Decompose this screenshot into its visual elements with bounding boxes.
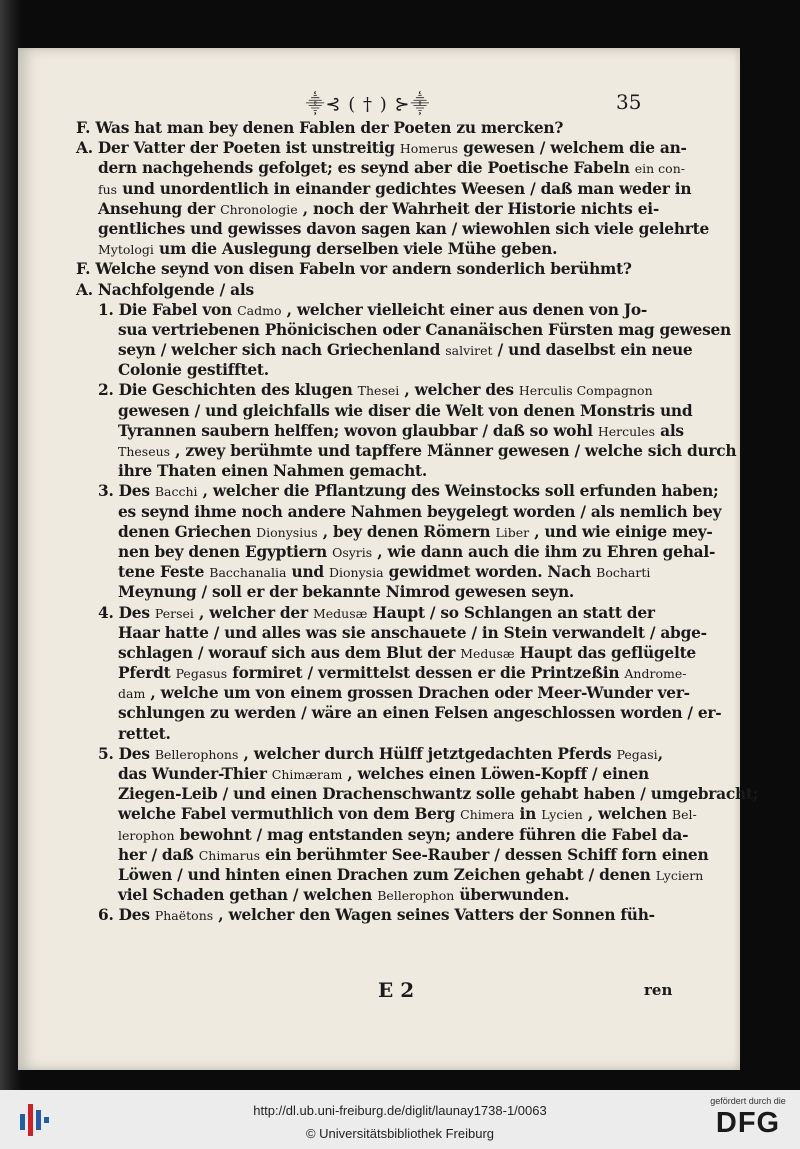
antiqua-word: Lycien [541, 807, 583, 823]
fraktur-text: 6. Des [98, 906, 155, 925]
fraktur-text: Haar hatte / und alles was sie anschauete / in Stein verwandelt / abge- [118, 623, 707, 642]
fraktur-text: in [514, 805, 542, 824]
fraktur-text: , welchen [582, 805, 672, 824]
antiqua-word: Dionysius [256, 524, 318, 540]
text-line [76, 683, 690, 703]
text-line [76, 441, 737, 461]
fraktur-text: schlungen zu werden / wäre an einen Felsen angeschlossen worden / er- [118, 704, 722, 723]
fraktur-text: , welcher des [399, 381, 519, 400]
antiqua-word: Medusæ [312, 605, 368, 621]
antiqua-word: Bacchanalia [209, 565, 287, 581]
fraktur-text: , welcher den Wagen seines Vatters der Sonnen füh- [213, 906, 655, 925]
fraktur-text: sua vertriebenen Phönicischen oder Cananäischen Fürsten mag gewesen [118, 320, 731, 339]
antiqua-word: Chimera [460, 807, 515, 823]
text-line [76, 360, 662, 380]
text-line [76, 481, 719, 501]
antiqua-word: Chimarus [198, 847, 261, 863]
text-line [76, 845, 709, 865]
fraktur-text: gewesen / welchem die an- [458, 139, 687, 158]
page-number: 35 [616, 90, 642, 114]
text-line [76, 562, 662, 582]
antiqua-word: Phaëtons [154, 908, 214, 924]
fraktur-text: und [286, 563, 329, 582]
copyright-notice: © Universitätsbibliothek Freiburg [305, 1126, 495, 1141]
antiqua-word: Homerus [399, 141, 459, 157]
fraktur-text: das Wunder-Thier [118, 765, 272, 783]
text-line [76, 461, 662, 481]
fraktur-text: und unordentlich in einander gedichtes Weesen / daß man weder in [117, 179, 692, 198]
page-text [76, 118, 759, 926]
antiqua-word: fus [98, 181, 118, 197]
antiqua-word: Bellerophons [154, 746, 239, 762]
antiqua-word: ein con- [634, 161, 685, 177]
antiqua-word: Medusæ [460, 645, 515, 661]
text-line [76, 885, 662, 905]
fraktur-text: denen Griechen [118, 522, 257, 541]
text-line [76, 158, 685, 178]
fraktur-text: , wie dann auch die ihm zu Ehren gehal- [372, 542, 716, 561]
text-line [76, 380, 662, 400]
text-line [76, 280, 662, 300]
text-line [76, 138, 687, 158]
text-line [76, 320, 731, 340]
antiqua-word: Thesei [357, 383, 400, 399]
text-line [76, 784, 759, 804]
fraktur-text: tene Feste [118, 563, 210, 582]
fraktur-text: 1. Die Fabel von [98, 300, 238, 319]
fraktur-text: ihre Thaten einen Nahmen gemacht. [118, 462, 427, 481]
fraktur-text: 3. Des [98, 482, 155, 501]
fraktur-text: , welcher durch Hülff jetztgedachten Pferds [238, 744, 617, 763]
fraktur-text: , noch der Wahrheit der Historie nichts ei- [297, 199, 659, 218]
text-line [76, 905, 662, 925]
text-line [76, 401, 693, 421]
antiqua-word: Mytologi [98, 242, 154, 258]
antiqua-word: Androme- [624, 666, 687, 682]
antiqua-word: Hercules [597, 423, 655, 439]
fraktur-text: 2. Die Geschichten des klugen [98, 381, 358, 400]
fraktur-text: Haupt / so Schlangen an statt der [367, 603, 655, 622]
antiqua-word: Osyris [332, 544, 373, 560]
catchword: ren [644, 981, 673, 999]
fraktur-text: / und daselbst ein neue [492, 341, 693, 360]
antiqua-word: Pegasi [616, 746, 658, 762]
fraktur-text: , welcher die Pflantzung des Weinstocks soll erfunden haben; [197, 482, 719, 501]
fraktur-text: Pferdt [118, 664, 176, 683]
antiqua-word: Chronologie [220, 201, 298, 217]
fraktur-text: F. Was hat man bey denen Fablen der Poeten zu mercken? [76, 119, 564, 137]
antiqua-word: Bacchi [154, 484, 198, 500]
fraktur-text: gewesen / und gleichfalls wie diser die Welt von denen Monstris und [118, 401, 693, 420]
fraktur-text: , welches einen Löwen-Kopff / einen [342, 765, 649, 783]
fraktur-text: seyn / welcher sich nach Griechenland [118, 341, 446, 360]
header-ornament: ⸎⊰ ( † ) ⊱⸎ [305, 94, 431, 115]
antiqua-word: Pegasus [175, 666, 228, 682]
fraktur-text: als [655, 421, 684, 440]
fraktur-text: dern nachgehends gefolget; es seynd aber die Poetische Fabeln [98, 159, 635, 178]
fraktur-text: gewidmet worden. Nach [383, 563, 597, 582]
text-line [76, 623, 707, 643]
fraktur-text: Tyrannen saubern helffen; wovon glaubbar / daß so wohl [118, 421, 598, 440]
fraktur-text: Ansehung der [98, 199, 221, 218]
fraktur-text: , [657, 744, 663, 763]
fraktur-text: 5. Des [98, 744, 155, 763]
fraktur-text: überwunden. [454, 886, 570, 905]
text-line [76, 259, 662, 279]
fraktur-text: gentliches und gewisses davon sagen kan / wiewohlen sich viele gelehrte [98, 219, 710, 238]
fraktur-text: , welcher vielleicht einer aus denen von Jo- [281, 300, 648, 319]
antiqua-word: lerophon [118, 827, 175, 843]
viewer-footer [0, 1090, 800, 1149]
text-line [76, 865, 704, 885]
text-line [76, 340, 693, 360]
book-page [18, 48, 759, 1070]
text-line [76, 219, 710, 239]
fraktur-text: Haupt das geflügelte [514, 643, 696, 662]
fraktur-text: , welcher der [193, 603, 313, 622]
text-line [76, 118, 662, 138]
fraktur-text: Meynung / soll er der bekannte Nimrod gewesen seyn. [118, 583, 575, 602]
signature-mark: E 2 [378, 978, 415, 1002]
fraktur-text: schlagen / worauf sich aus dem Blut der [118, 643, 461, 662]
text-line [76, 522, 713, 542]
text-line [76, 300, 662, 320]
antiqua-word: Lyciern [655, 867, 704, 883]
text-line [76, 239, 662, 259]
text-line [76, 825, 689, 845]
antiqua-word: dam [118, 686, 146, 702]
antiqua-word: Liber [495, 524, 530, 540]
antiqua-word: Bocharti [596, 565, 651, 581]
text-line [76, 764, 662, 784]
antiqua-word: Cadmo [237, 302, 282, 318]
fraktur-text: , bey denen Römern [317, 522, 496, 541]
dfg-mark: DFG [715, 1107, 781, 1139]
fraktur-text: nen bey denen Egyptiern [118, 542, 333, 561]
fraktur-text: welche Fabel vermuthlich von dem Berg [118, 805, 461, 824]
text-line [76, 582, 662, 602]
fraktur-text: , zwey berühmte und tapffere Männer gewesen / welche sich durch [170, 442, 737, 460]
fraktur-text: Löwen / und hinten einen Drachen zum Zeichen gehabt / denen [118, 865, 656, 884]
fraktur-text: Colonie gestifftet. [118, 361, 269, 380]
text-line [76, 703, 722, 723]
antiqua-word: Bellerophon [377, 888, 455, 904]
fraktur-text: her / daß [118, 845, 199, 864]
fraktur-text: A. Nachfolgende / als [76, 280, 254, 299]
fraktur-text: viel Schaden gethan / welchen [118, 886, 378, 905]
text-line [76, 502, 722, 522]
fraktur-text: 4. Des [98, 603, 155, 622]
text-line [76, 542, 716, 562]
fraktur-text: , welche um von einem grossen Drachen oder Meer-Wunder ver- [145, 684, 690, 703]
antiqua-word: Dionysia [329, 565, 384, 581]
text-line [76, 663, 687, 683]
fraktur-text: Ziegen-Leib / und einen Drachenschwantz solle gehabt haben / umgebracht; [118, 785, 759, 804]
text-line [76, 643, 696, 663]
dfg-logo [700, 1096, 796, 1144]
antiqua-word: Bel- [671, 807, 697, 823]
antiqua-word: salviret [445, 343, 493, 359]
antiqua-word: Theseus [118, 444, 171, 459]
text-line [76, 603, 662, 623]
text-line [76, 199, 662, 219]
fraktur-text: , und wie einige mey- [529, 522, 713, 541]
text-line [76, 724, 662, 744]
fraktur-text: bewohnt / mag entstanden seyn; andere führen die Fabel da- [174, 825, 689, 844]
antiqua-word: Chimæram [271, 767, 343, 782]
dfg-caption: gefördert durch die [710, 1096, 786, 1106]
permalink-url[interactable]: http://dl.ub.uni-freiburg.de/diglit/launay1738-1/0063 [253, 1103, 547, 1118]
fraktur-text: formiret / vermittelst dessen er die Printzeßin [227, 664, 625, 683]
fraktur-text: A. Der Vatter der Poeten ist unstreitig [76, 139, 400, 158]
page-header [18, 92, 740, 114]
antiqua-word: Herculis Compagnon [518, 383, 653, 399]
fraktur-text: rettet. [118, 724, 171, 743]
fraktur-text: um die Auslegung derselben viele Mühe geben. [153, 240, 558, 259]
fraktur-text: F. Welche seynd von disen Fabeln vor andern sonderlich berühmt? [76, 260, 632, 279]
fraktur-text: ein berühmter See-Rauber / dessen Schiff forn einen [260, 845, 709, 864]
text-line [76, 744, 662, 764]
fraktur-text: es seynd ihme noch andere Nahmen beygelegt worden / als nemlich bey [118, 502, 722, 521]
text-line [76, 421, 684, 441]
text-line [76, 804, 697, 824]
antiqua-word: Persei [154, 605, 194, 621]
text-line [76, 179, 692, 199]
